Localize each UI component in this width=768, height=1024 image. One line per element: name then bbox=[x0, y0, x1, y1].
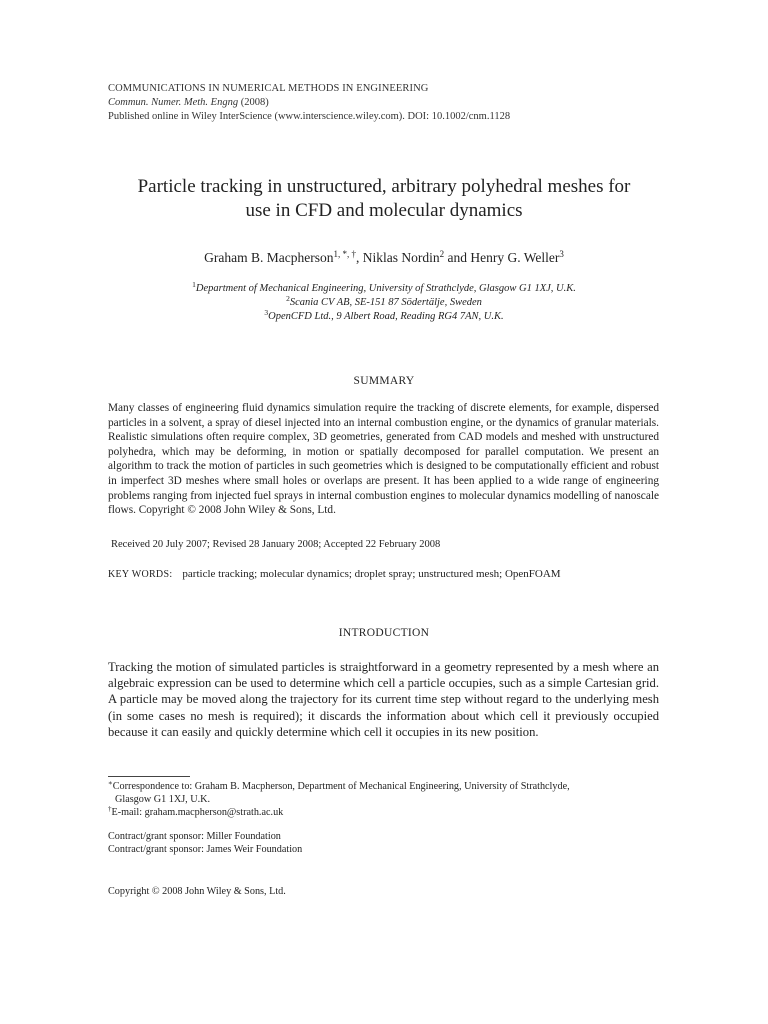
author-name: Niklas Nordin bbox=[362, 250, 440, 265]
author-separator: and bbox=[444, 250, 471, 265]
email-footnote bbox=[108, 806, 659, 819]
title-line-2: use in CFD and molecular dynamics bbox=[245, 200, 523, 221]
author-marks: 1, *, † bbox=[333, 249, 356, 259]
keywords-text: particle tracking; molecular dynamics; droplet spray; unstructured mesh; OpenFOAM bbox=[182, 568, 561, 580]
affiliation-text: Scania CV AB, SE-151 87 Södertälje, Sweden bbox=[289, 297, 482, 308]
journal-abbrev: Commun. Numer. Meth. Engng bbox=[108, 97, 239, 108]
affiliations bbox=[80, 282, 688, 324]
author-name: Graham B. Macpherson bbox=[204, 250, 334, 265]
correspondence-footnote bbox=[108, 780, 659, 793]
footnote-mark: ∗ bbox=[108, 779, 113, 787]
journal-year: (2008) bbox=[240, 97, 269, 108]
grant-sponsor: Contract/grant sponsor: James Weir Foundation bbox=[108, 844, 303, 856]
received-dates: Received 20 July 2007; Revised 28 January 2008; Accepted 22 February 2008 bbox=[111, 539, 441, 550]
paper-title bbox=[80, 175, 688, 223]
summary-body: Many classes of engineering fluid dynamics simulation require the tracking of discrete elements, for example, dispersed particles in a solvent, a spray of diesel injected into an internal combustion engine, or the dynamics of granular materials. Realistic simulations often require complex, 3D geometries, generated from CAD models and meshed with unstructured polyhedra, which may be deforming, in motion or spatially decomposed for parallel computation. We present an algorithm to track the motion of particles in such geometries which is designed to be computationally efficient and robust in imperfect 3D meshes where small holes or overlaps are present. It has been applied to a wide range of engineering problems ranging from injected fuel sprays in internal combustion engines to molecular dynamics modelling of nanoscale flows. Copyright © 2008 John Wiley & Sons, Ltd. bbox=[108, 402, 659, 517]
copyright-notice: Copyright © 2008 John Wiley & Sons, Ltd. bbox=[108, 886, 286, 897]
affiliation-number: 3 bbox=[264, 308, 269, 317]
affiliation bbox=[80, 310, 688, 324]
affiliation-number: 2 bbox=[286, 294, 290, 303]
journal-name: COMMUNICATIONS IN NUMERICAL METHODS IN ENGINEERING bbox=[108, 83, 429, 94]
affiliation-text: Department of Mechanical Engineering, University of Strathclyde, Glasgow G1 1XJ, U.K. bbox=[195, 283, 576, 294]
affiliation-number: 1 bbox=[192, 280, 196, 289]
author-marks: 3 bbox=[559, 249, 564, 259]
grant-sponsor: Contract/grant sponsor: Miller Foundation bbox=[108, 831, 281, 842]
journal-header bbox=[108, 82, 510, 124]
correspondence-continued: Glasgow G1 1XJ, U.K. bbox=[115, 794, 211, 806]
author-name: Henry G. Weller bbox=[470, 250, 560, 265]
keywords-label: KEY WORDS: bbox=[108, 569, 173, 580]
introduction-body: Tracking the motion of simulated particles is straightforward in a geometry represented by a mesh where an algebraic expression can be used to determine which cell a particle occupies, such as a simple Cartesian grid. A particle may be moved along the trajectory for its current time step without regard to the underlying mesh (in some cases no mesh is required); it discards the information about which cell it previously occupied because it can easily and quickly determine which cell it occupies in its new position. bbox=[108, 660, 659, 739]
affiliation bbox=[80, 296, 688, 310]
publication-info: Published online in Wiley InterScience (www.interscience.wiley.com). DOI: 10.1002/cnm.1128 bbox=[108, 111, 511, 122]
introduction-heading: INTRODUCTION bbox=[338, 627, 430, 639]
title-line-1: Particle tracking in unstructured, arbitrary polyhedral meshes for bbox=[137, 176, 631, 197]
footnotes bbox=[108, 780, 659, 820]
email-text: E-mail: graham.macpherson@strath.ac.uk bbox=[111, 807, 284, 819]
author-marks: 2 bbox=[439, 249, 445, 259]
footnote-mark: † bbox=[108, 805, 112, 814]
affiliation bbox=[80, 282, 688, 296]
keywords bbox=[108, 568, 561, 580]
grant-sponsors bbox=[108, 830, 302, 856]
footnote-rule bbox=[108, 776, 190, 777]
summary-heading: SUMMARY bbox=[353, 375, 415, 387]
author-separator: , bbox=[355, 250, 363, 265]
affiliation-text: OpenCFD Ltd., 9 Albert Road, Reading RG4 7AN, U.K. bbox=[268, 311, 504, 322]
journal-citation bbox=[108, 96, 510, 110]
correspondence-text: Correspondence to: Graham B. Macpherson, Department of Mechanical Engineering, University of Strathclyde, bbox=[112, 781, 570, 792]
author-list bbox=[80, 249, 688, 267]
